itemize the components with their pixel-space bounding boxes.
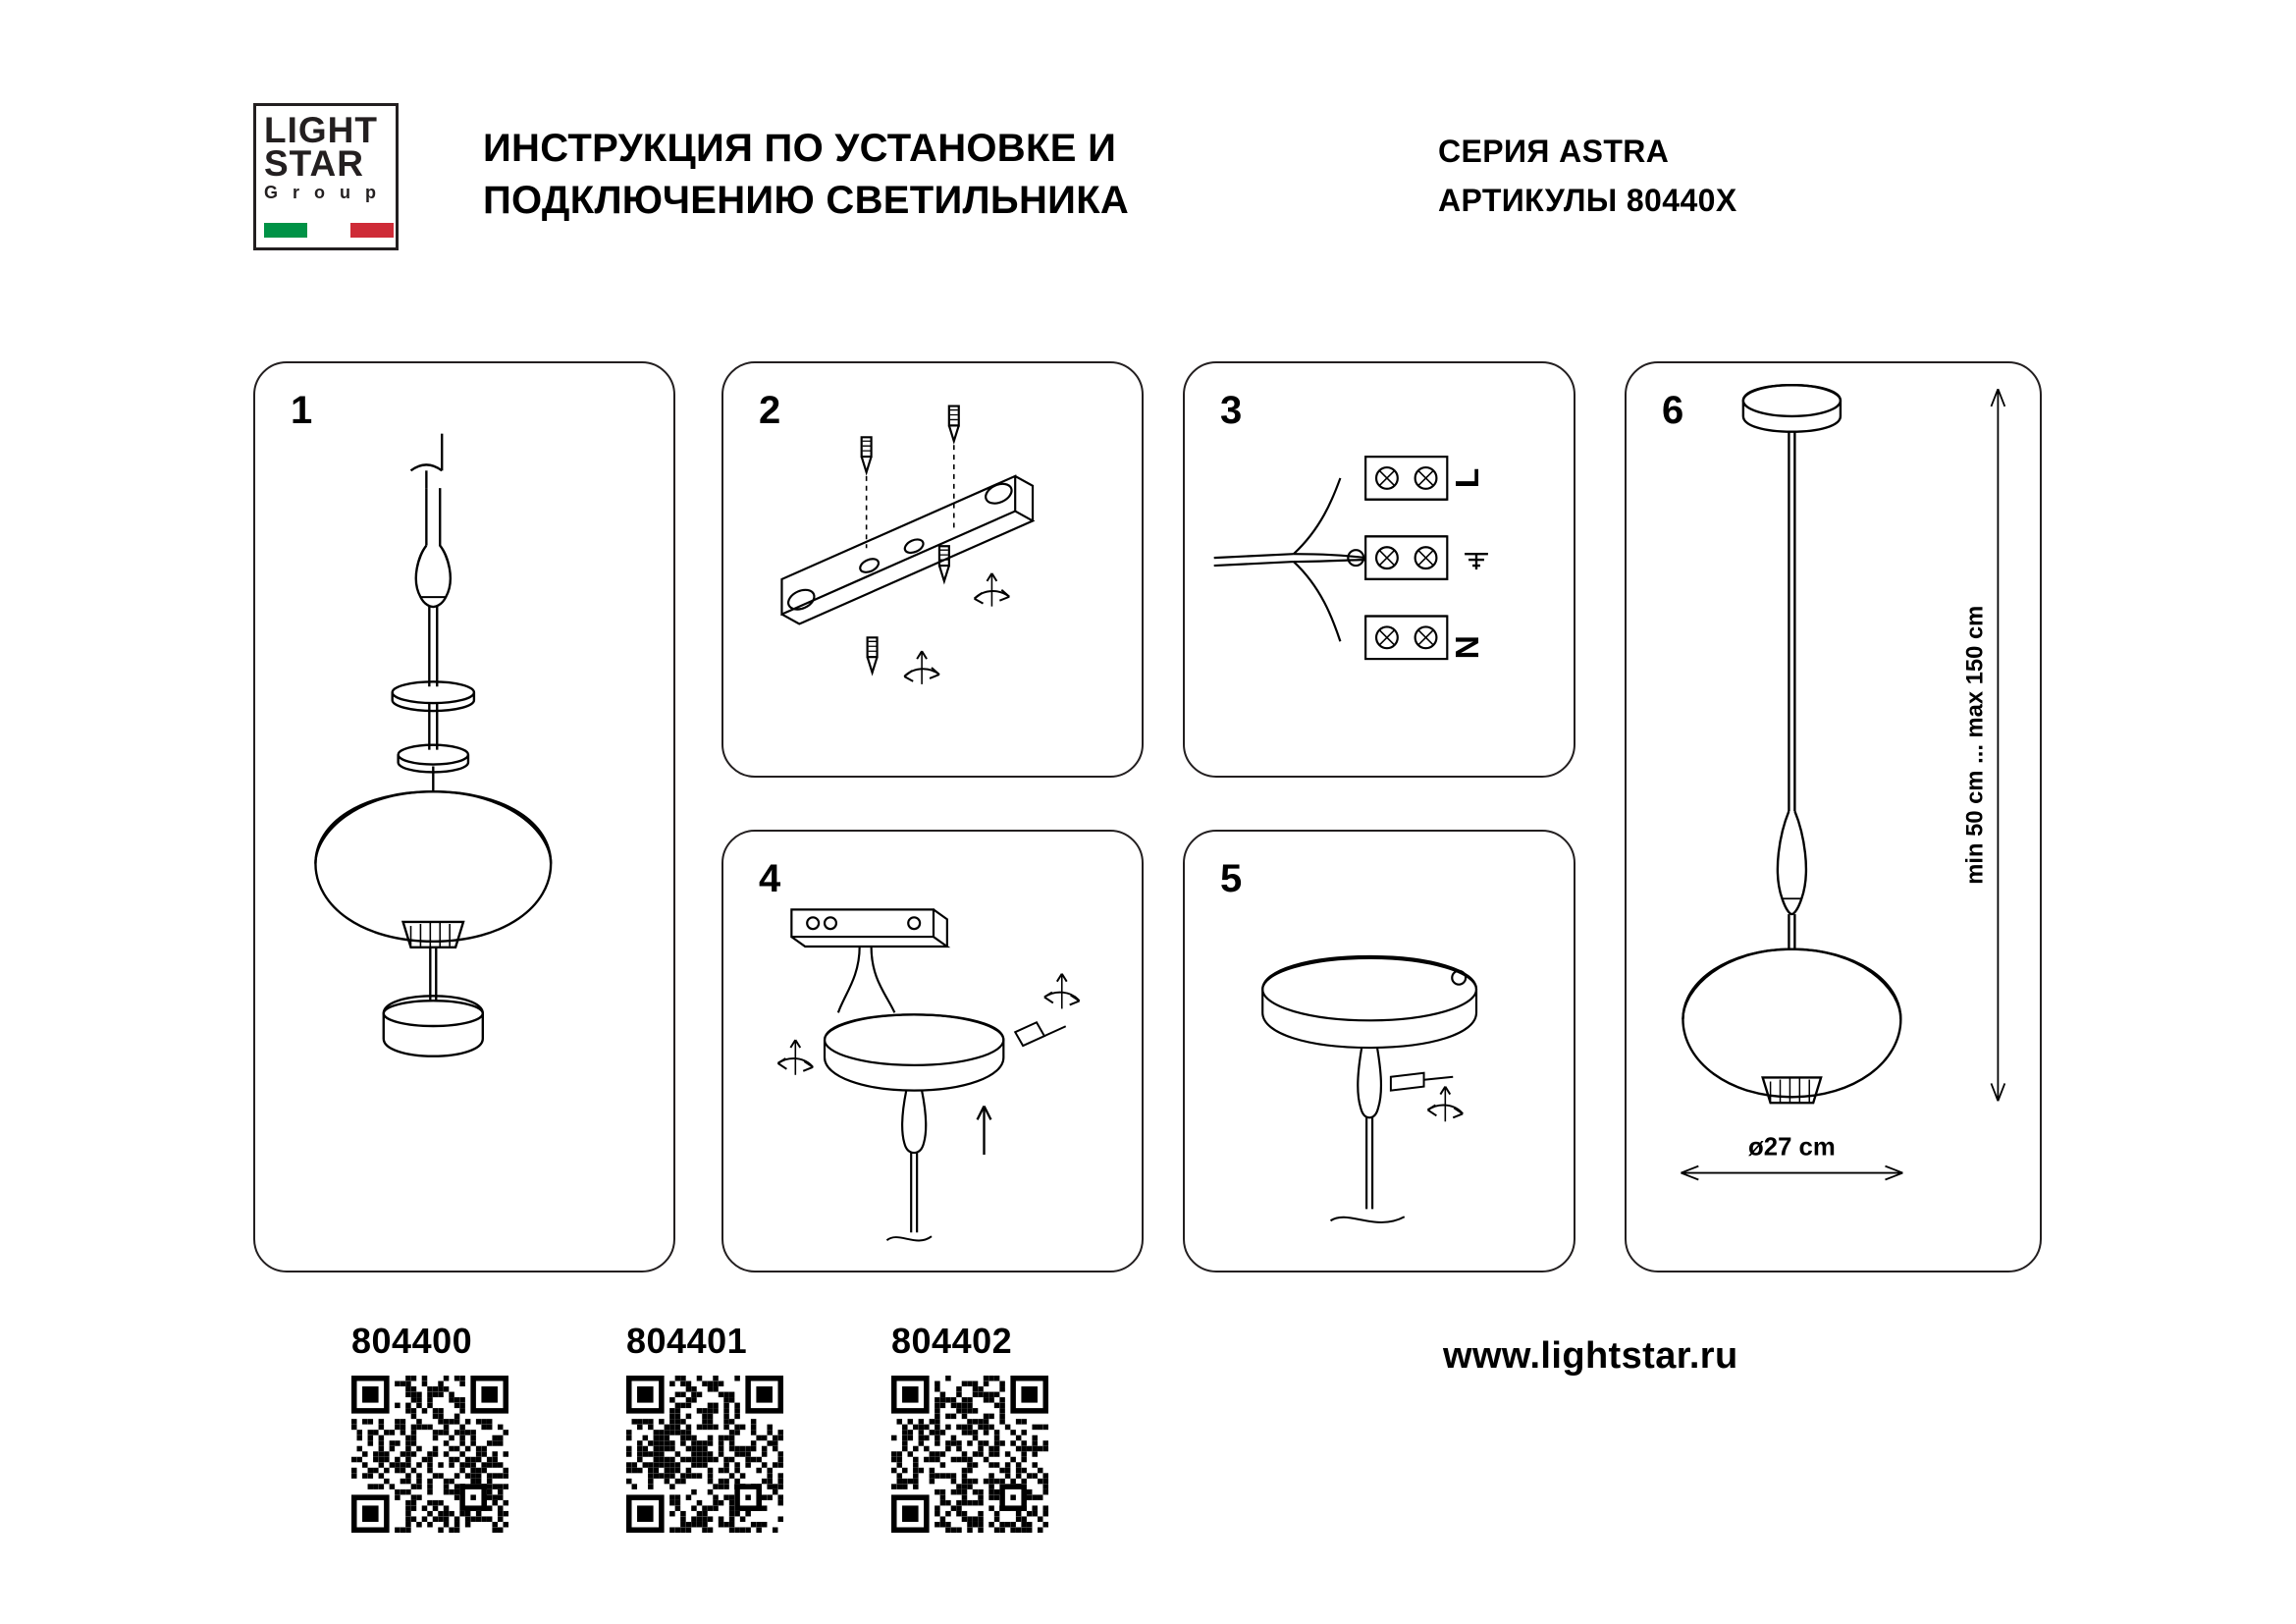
step-number-6: 6 [1662,389,1684,432]
article-code-label: 804401 [626,1321,748,1361]
step-1-illustration [255,363,673,1271]
brand-logo [253,103,399,250]
page-title: ИНСТРУКЦИЯ ПО УСТАНОВКЕ И ПОДКЛЮЧЕНИЮ СВЕТИЛЬНИКА [483,127,1130,222]
step-number-5: 5 [1220,857,1243,900]
step-number-4: 4 [759,857,781,900]
logo-line-light: LIGHT [264,110,378,150]
terminal-label-neutral: N [1449,635,1486,660]
page-header [0,0,2296,295]
logo-wordmark [264,110,394,203]
step-2-illustration [723,363,1142,776]
qr-code[interactable] [351,1376,508,1533]
article-code-label: 804400 [351,1321,473,1361]
article-code-block [626,1321,783,1533]
article-code-block [351,1321,508,1533]
step-panel-3 [1183,361,1575,778]
step-number-3: 3 [1220,389,1243,432]
series-name: СЕРИЯ ASTRA [1438,134,1670,169]
diameter-label: ø27 cm [1748,1133,1836,1162]
article-numbers: АРТИКУЛЫ 80440X [1438,182,1737,218]
logo-line-star: STAR [264,143,364,185]
step-panel-5 [1183,830,1575,1272]
step-3-illustration [1185,363,1574,776]
website-url[interactable]: www.lightstar.ru [1443,1335,1738,1377]
step-4-illustration [723,832,1142,1271]
step-6-illustration [1627,363,2040,1271]
qr-code[interactable] [891,1376,1048,1533]
terminal-label-live: L [1449,467,1486,489]
step-panel-1 [253,361,675,1272]
step-5-illustration [1185,832,1574,1271]
italian-flag-icon [264,223,394,238]
footer-article-codes [0,1321,2296,1615]
series-info [1438,128,1737,225]
step-number-2: 2 [759,389,781,432]
article-code-block [891,1321,1048,1533]
height-range-label: min 50 cm ... max 150 cm [1961,605,1989,885]
step-number-1: 1 [291,389,313,432]
qr-code[interactable] [626,1376,783,1533]
step-panel-4 [721,830,1144,1272]
step-panel-2 [721,361,1144,778]
logo-line-group: G r o u p [264,183,381,203]
article-code-label: 804402 [891,1321,1013,1361]
step-panel-6 [1625,361,2042,1272]
